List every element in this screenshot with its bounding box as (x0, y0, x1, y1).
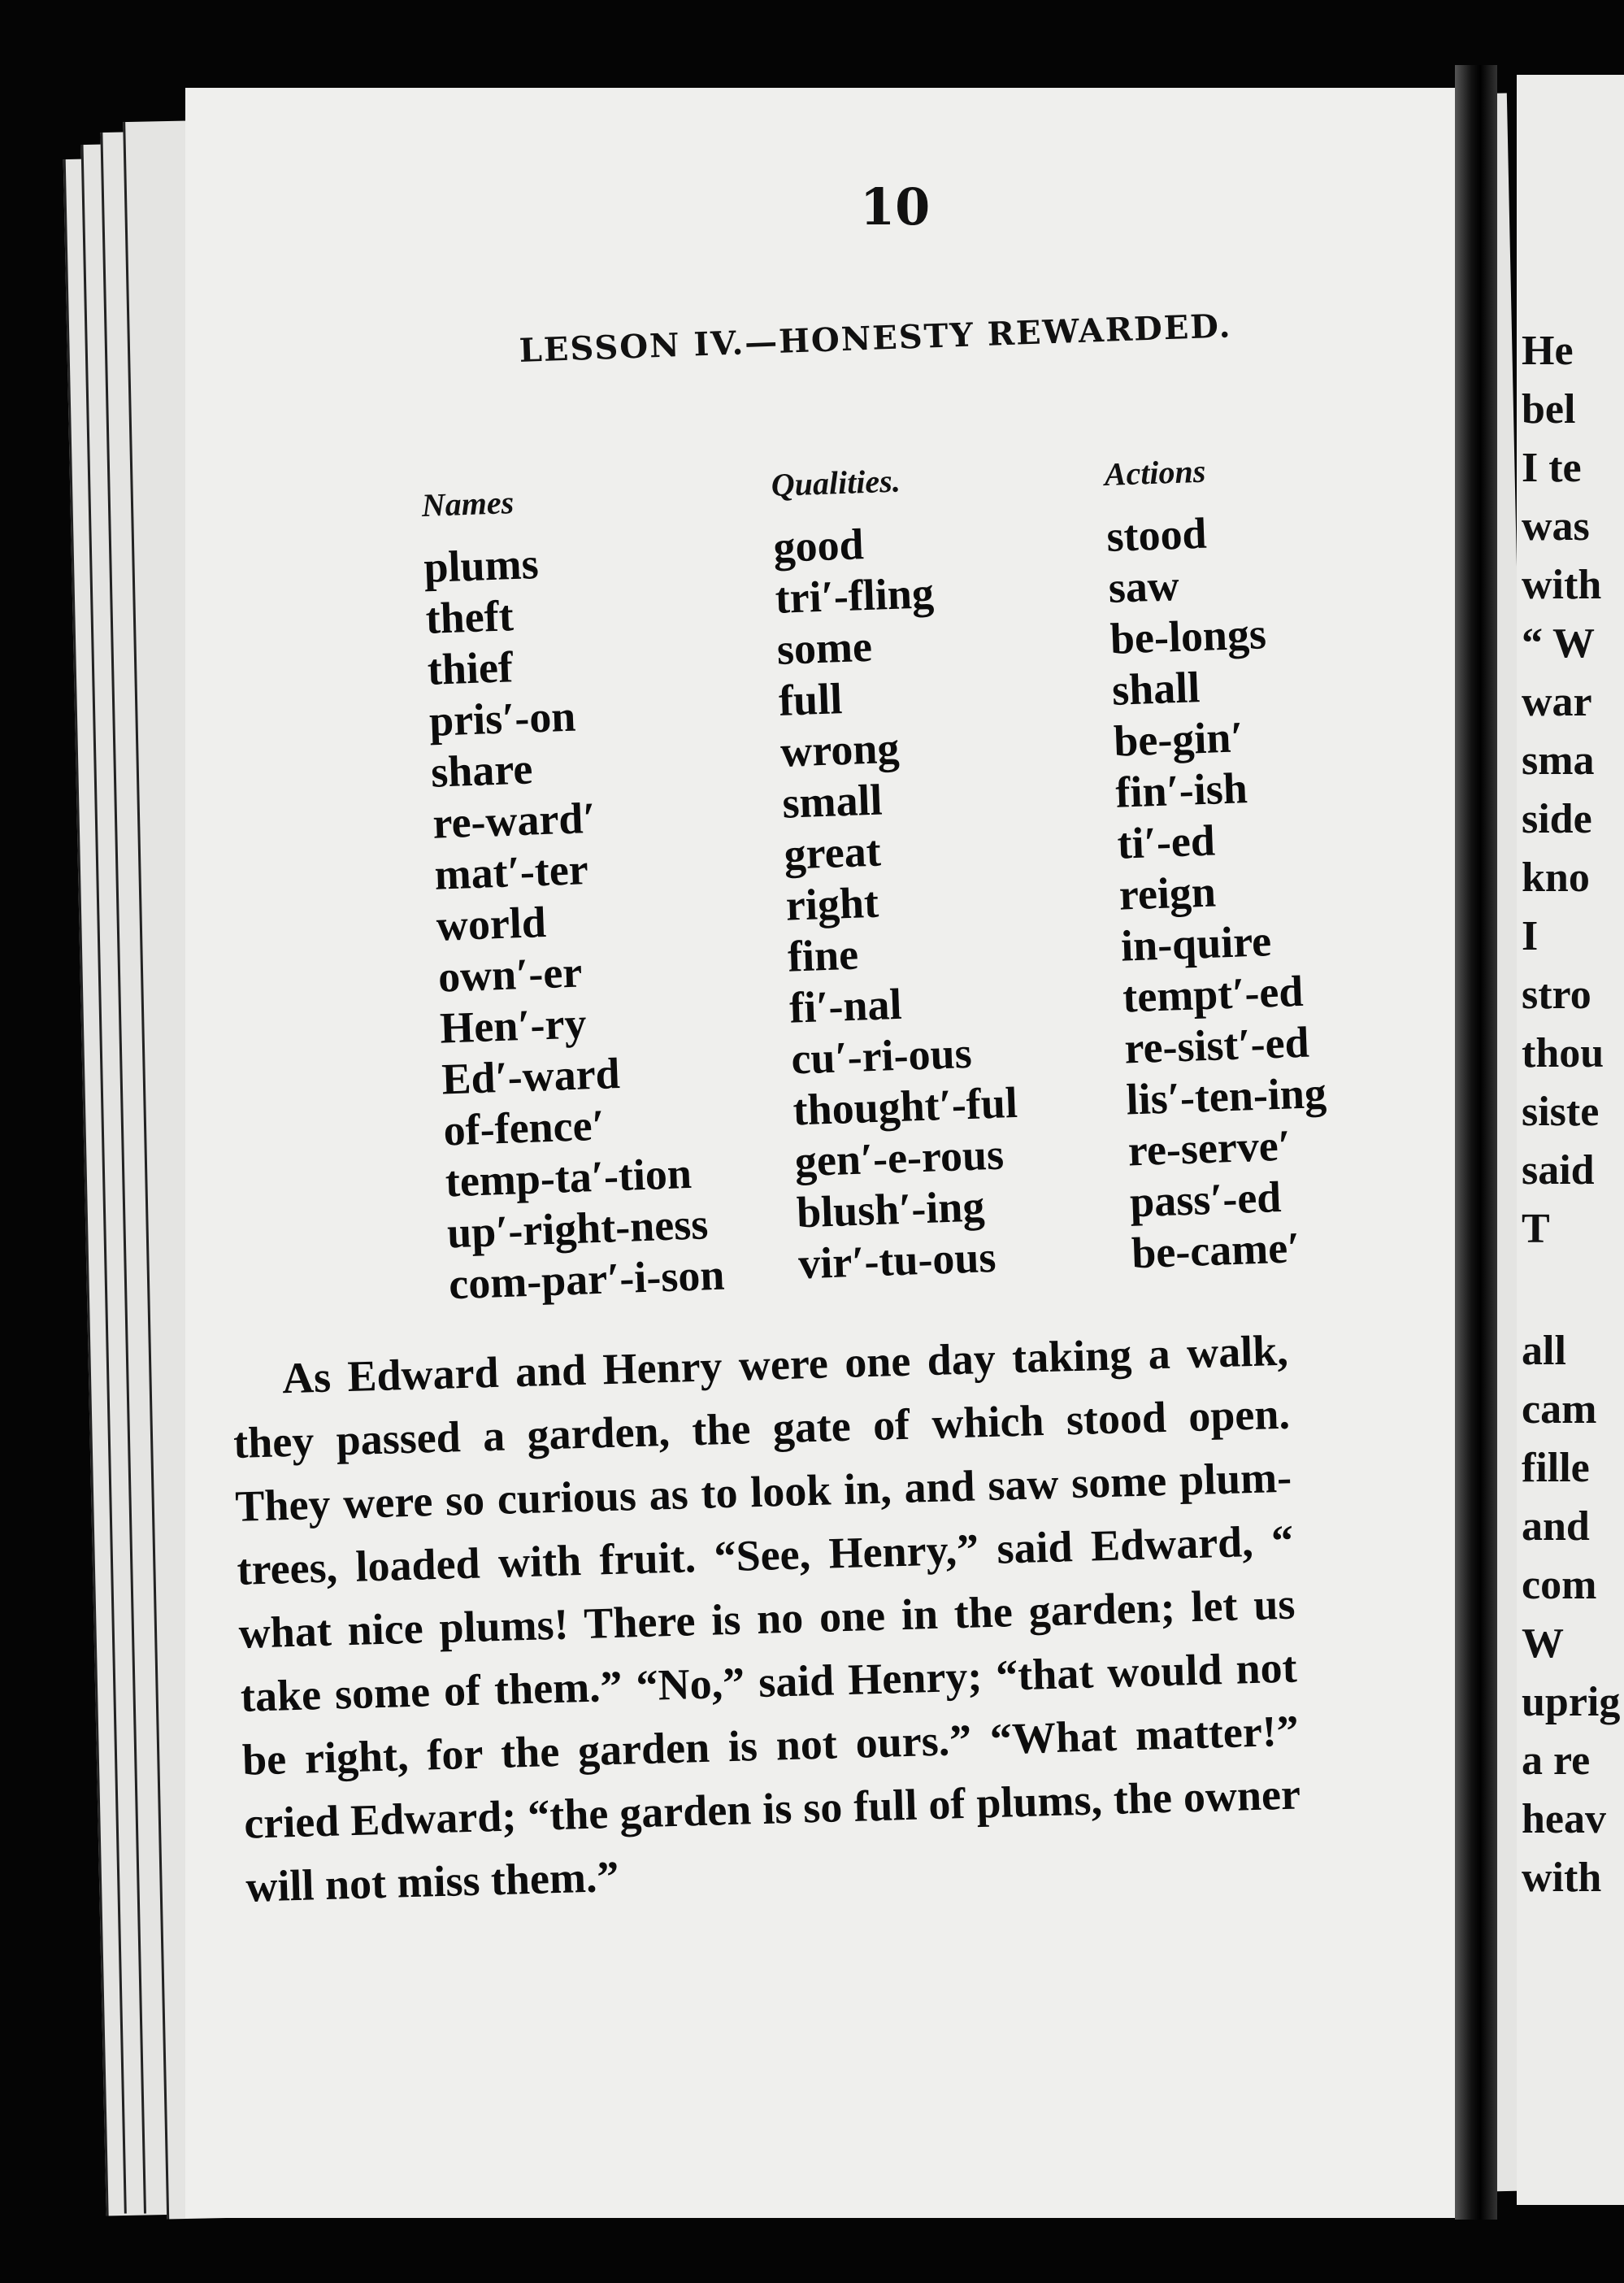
vocabulary-word: fine (787, 929, 860, 981)
names-word-list (423, 533, 725, 1310)
column-header-actions: Actions (1104, 452, 1207, 493)
vocabulary-word: blush′-ing (796, 1181, 986, 1237)
facing-page-line: fille (1522, 1445, 1590, 1491)
vocabulary-word: shall (1111, 663, 1201, 715)
vocabulary-word: temp-ta′-tion (444, 1148, 693, 1207)
column-header-names: Names (421, 484, 515, 524)
facing-page-line: uprig (1522, 1679, 1621, 1725)
facing-page-line: sma (1522, 737, 1595, 784)
facing-page-line: with (1522, 562, 1602, 608)
facing-page-line: siste (1522, 1089, 1600, 1135)
facing-page-lines-bottom (1517, 1327, 1620, 1912)
vocabulary-word: up′-right-ness (446, 1199, 710, 1258)
vocabulary-word: reign (1118, 867, 1217, 920)
vocabulary-word: gen′-e-rous (793, 1129, 1005, 1186)
vocabulary-word: tri′-fling (774, 568, 935, 623)
page-number: 10 (860, 177, 931, 237)
vocabulary-word: theft (424, 591, 515, 643)
facing-page-line: I (1522, 913, 1539, 959)
facing-page-line: stro (1522, 972, 1591, 1018)
facing-page-line: I te (1522, 445, 1582, 491)
vocabulary-word: right (784, 877, 879, 930)
facing-page-lines-top (1517, 327, 1604, 1263)
vocabulary-word: mat′-ter (433, 845, 589, 899)
vocabulary-columns (185, 88, 1461, 1356)
vocabulary-word: wrong (779, 723, 901, 776)
facing-page-line: thou (1522, 1030, 1604, 1076)
facing-page-line: T (1522, 1206, 1550, 1252)
vocabulary-word: saw (1107, 560, 1180, 612)
vocabulary-word: be-longs (1109, 609, 1267, 663)
column-header-qualities: Qualities. (771, 462, 901, 503)
story-text (231, 1319, 1303, 1919)
book-gutter (1455, 65, 1497, 2220)
vocabulary-word: some (775, 621, 873, 674)
lesson-title: LESSON IV.—HONESTY REWARDED. (519, 307, 1233, 370)
vocabulary-word: Ed′-ward (441, 1048, 621, 1104)
vocabulary-word: small (781, 775, 884, 828)
facing-page-line: bel (1522, 386, 1576, 433)
vocabulary-word: of-fence′ (442, 1100, 606, 1155)
vocabulary-word: cu′-ri-ous (790, 1028, 973, 1084)
vocabulary-word: Hen′-ry (439, 998, 588, 1053)
vocabulary-word: thief (426, 642, 514, 694)
vocabulary-word: plums (423, 539, 540, 592)
facing-page-line: war (1522, 679, 1592, 725)
vocabulary-word: great (783, 826, 882, 879)
vocabulary-word: full (778, 674, 844, 725)
vocabulary-word: re-ward′ (432, 793, 597, 848)
facing-page-line: “ W (1522, 620, 1596, 667)
vocabulary-word: ti′-ed (1116, 815, 1216, 868)
vocabulary-word: good (772, 520, 865, 572)
vocabulary-word: stood (1105, 508, 1208, 561)
vocabulary-word: world (435, 897, 547, 950)
facing-page-line: and (1522, 1503, 1590, 1550)
vocabulary-word: re-sist′-ed (1123, 1017, 1310, 1073)
facing-page-line: with (1522, 1855, 1602, 1901)
vocabulary-word: thought′-ful (792, 1077, 1018, 1135)
facing-page-line: said (1522, 1147, 1595, 1194)
facing-page-line: was (1522, 503, 1590, 550)
facing-page-line: all (1522, 1328, 1566, 1374)
vocabulary-word: lis′-ten-ing (1125, 1068, 1327, 1124)
facing-page-line: cam (1522, 1386, 1597, 1433)
facing-page-line: W (1522, 1620, 1564, 1667)
names-column (421, 476, 725, 1310)
vocabulary-word: be-came′ (1131, 1223, 1301, 1278)
vocabulary-word: pass′-ed (1129, 1172, 1283, 1227)
vocabulary-word: re-serve′ (1127, 1120, 1292, 1176)
vocabulary-word: fi′-nal (788, 979, 903, 1033)
book-page (185, 88, 1461, 2218)
qualities-column (771, 458, 1023, 1289)
story-paragraph: As Edward and Henry were one day taking a walk, they passed a garden, the gate of which stood open. They were so curious as to look in, and saw some plum-trees, loaded with fruit. “See, Henry,” said Edward, “ what nice plums! There is no one in the garden; let us take some of them.” “No,” said Henry; “that would not be right, for the garden is not ours.” “What matter!” cried Edward; “the garden is so full of plums, the owner will not miss them.” (232, 1325, 1301, 1911)
vocabulary-word: vir′-tu-ous (797, 1232, 997, 1289)
qualities-word-list (772, 514, 1023, 1289)
vocabulary-word: tempt′-ed (1122, 966, 1305, 1022)
vocabulary-word: be-gin′ (1113, 712, 1244, 766)
vocabulary-word: share (430, 744, 534, 797)
vocabulary-word: own′-er (437, 947, 584, 1002)
facing-page-line: kno (1522, 854, 1590, 901)
facing-page-line: heav (1522, 1796, 1606, 1842)
vocabulary-word: pris′-on (428, 691, 577, 746)
vocabulary-word: in-quire (1120, 916, 1273, 971)
facing-page-line: com (1522, 1562, 1597, 1608)
actions-word-list (1105, 504, 1332, 1279)
facing-page-line: He (1522, 328, 1574, 374)
vocabulary-word: fin′-ish (1114, 763, 1248, 817)
facing-page-line: side (1522, 796, 1592, 842)
facing-page-fragment (1517, 75, 1624, 2205)
vocabulary-word: com-par′-i-son (448, 1250, 726, 1309)
facing-page-line: a re (1522, 1737, 1591, 1784)
actions-column (1104, 448, 1332, 1279)
